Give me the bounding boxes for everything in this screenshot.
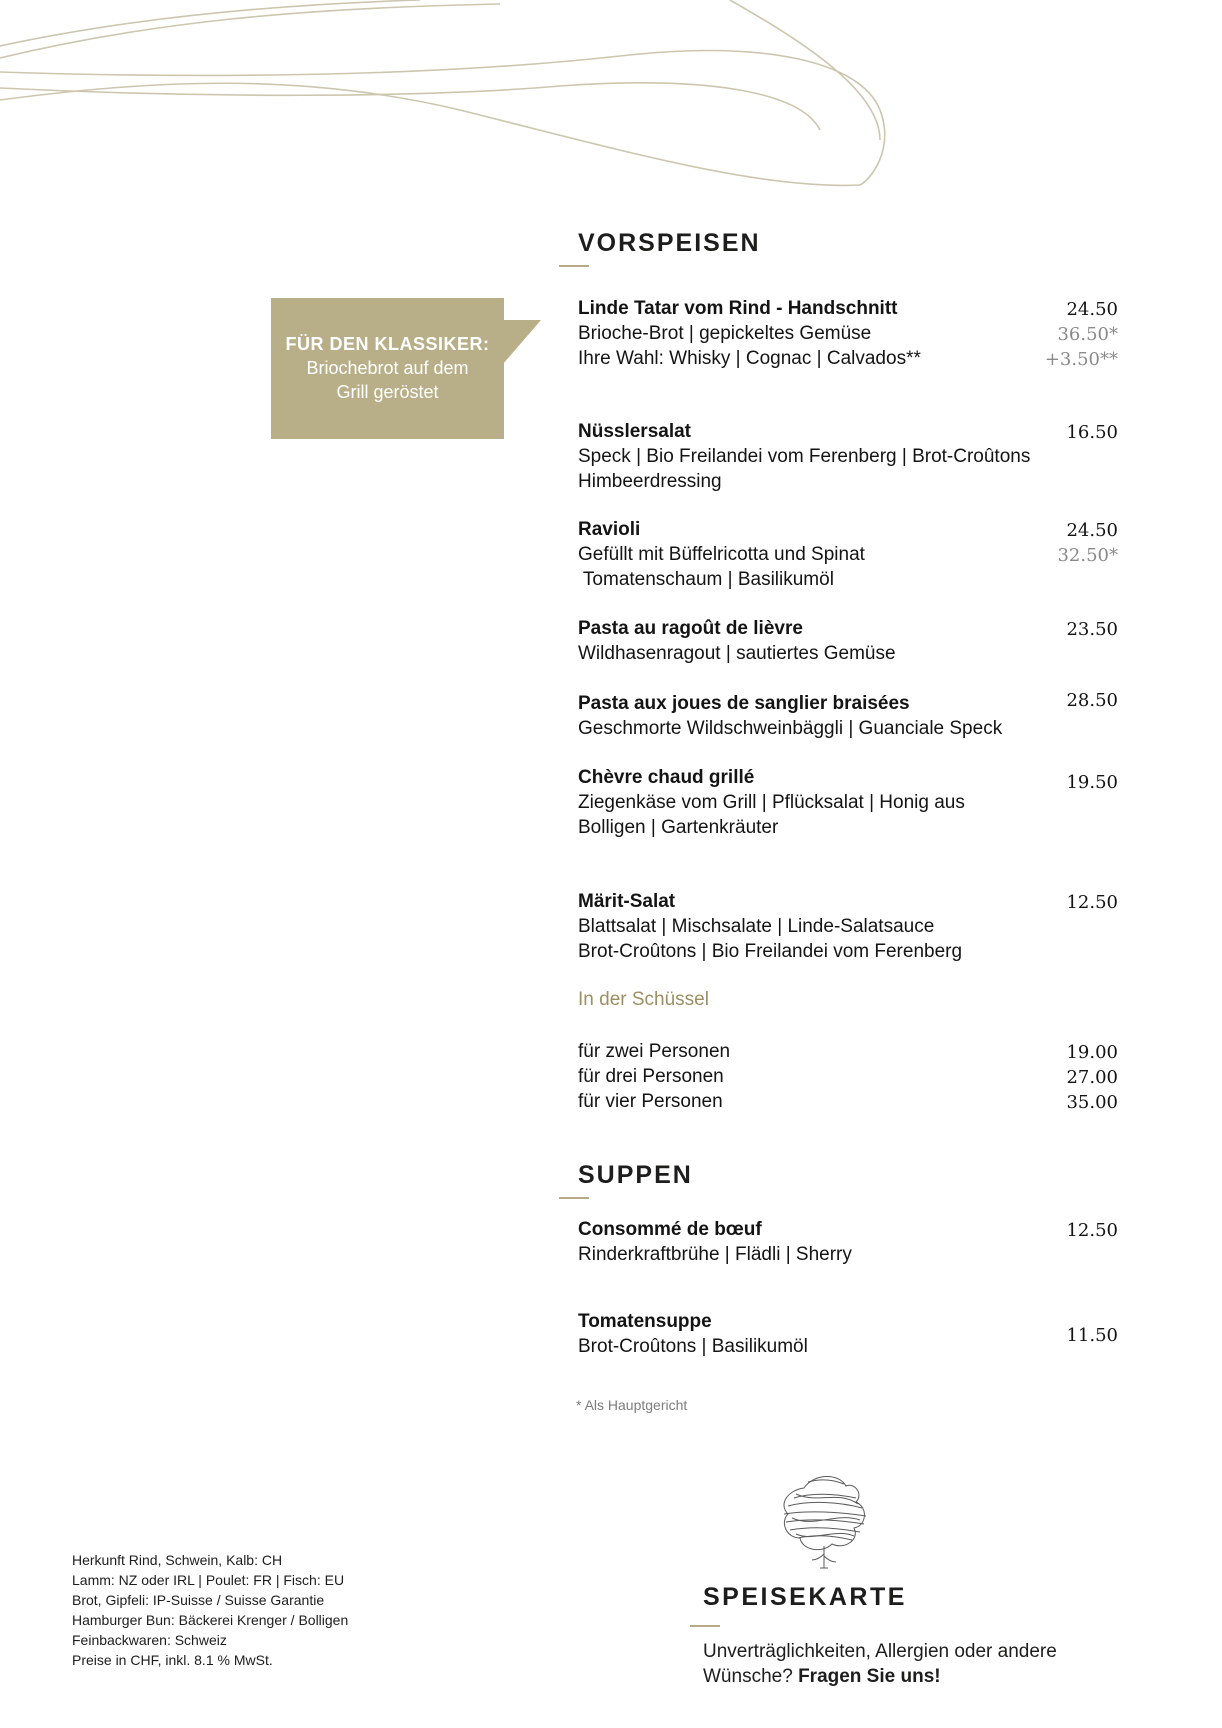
item-name: Pasta au ragoût de lièvre [578,618,803,639]
item-price-main: 36.50* [1057,324,1118,345]
item-description: Rinderkraftbrühe | Flädli | Sherry [578,1244,852,1265]
item-name: Chèvre chaud grillé [578,767,755,788]
item-name: Linde Tatar vom Rind - Handschnitt [578,298,898,319]
origin-line: Lamm: NZ oder IRL | Poulet: FR | Fisch: EU [72,1572,345,1588]
classic-callout [271,298,504,439]
item-description: Gefüllt mit Büffelricotta und Spinat [578,544,865,565]
item-name: Pasta aux joues de sanglier braisées [578,693,910,714]
menu-item [578,419,1118,494]
allergy-note-question: Wünsche? [703,1666,793,1687]
brand-title: SPEISEKARTE [703,1583,907,1611]
item-price-main: 32.50* [1057,545,1118,566]
item-price: 24.50 [1066,299,1118,320]
item-price-surcharge: +3.50** [1044,349,1118,370]
bowl-size-label: für drei Personen [578,1066,724,1087]
item-description: Ziegenkäse vom Grill | Pflücksalat | Honig aus [578,792,965,813]
menu-item [578,765,1118,840]
bowl-size-price: 19.00 [1066,1042,1118,1063]
item-price: 12.50 [1066,1220,1118,1241]
decorative-curves [0,0,900,200]
origin-line: Herkunft Rind, Schwein, Kalb: CH [72,1552,283,1568]
bowl-size-label: für zwei Personen [578,1041,731,1062]
item-name: Nüsslersalat [578,421,692,442]
allergy-note-cta: Fragen Sie uns! [798,1666,941,1687]
item-description: Bolligen | Gartenkräuter [578,817,779,838]
allergy-note [703,1639,1057,1689]
origin-line: Preise in CHF, inkl. 8.1 % MwSt. [72,1652,273,1668]
callout-pointer [503,320,543,366]
callout-heading: FÜR DEN KLASSIKER: [285,334,490,354]
item-price: 19.50 [1066,772,1118,793]
item-name: Tomatensuppe [578,1311,712,1332]
item-description: Blattsalat | Mischsalate | Linde-Salatsauce [578,916,935,937]
menu-item [578,691,1118,741]
menu-item [578,517,1118,592]
item-price: 28.50 [1066,690,1118,711]
section-rule [559,1197,589,1199]
bowl-size-list [578,1039,1118,1114]
allergy-note-line [703,1664,1057,1689]
callout-line: Briochebrot auf dem [306,358,469,378]
menu-item [578,616,1118,666]
brand-rule [690,1625,720,1627]
item-description: Tomatenschaum | Basilikumöl [578,569,834,590]
item-price: 12.50 [1066,892,1118,913]
item-description: Wildhasenragout | sautiertes Gemüse [578,643,896,664]
menu-item [578,889,1118,964]
origin-line: Brot, Gipfeli: IP-Suisse / Suisse Garantie [72,1592,325,1608]
item-description: Himbeerdressing [578,471,722,492]
menu-item [578,296,1118,371]
item-description: Geschmorte Wildschweinbäggli | Guanciale Speck [578,718,1003,739]
bowl-size-price: 27.00 [1066,1067,1118,1088]
item-description: Brioche-Brot | gepickeltes Gemüse [578,323,872,344]
item-name: Ravioli [578,519,641,540]
callout-line: Grill geröstet [336,382,439,402]
bowl-subheading: In der Schüssel [578,989,709,1010]
menu-item [578,1309,1118,1359]
item-name: Märit-Salat [578,891,676,912]
origin-info [72,1550,348,1670]
item-price: 16.50 [1066,422,1118,443]
bowl-size-price: 35.00 [1066,1092,1118,1113]
menu-item [578,1217,1118,1267]
item-price: 23.50 [1066,619,1118,640]
item-description: Brot-Croûtons | Bio Freilandei vom Ferenberg [578,941,963,962]
bowl-size-label: für vier Personen [578,1091,723,1112]
tree-scribble-icon [774,1468,874,1572]
item-price: 24.50 [1066,520,1118,541]
origin-line: Feinbackwaren: Schweiz [72,1632,227,1648]
footnote-main-course: * Als Hauptgericht [576,1397,688,1413]
section-rule [559,265,589,267]
allergy-note-line: Unverträglichkeiten, Allergien oder andere [703,1641,1057,1662]
item-description: Brot-Croûtons | Basilikumöl [578,1336,808,1357]
origin-line: Hamburger Bun: Bäckerei Krenger / Bolligen [72,1612,349,1628]
item-price: 11.50 [1066,1325,1118,1346]
section-title-suppen: SUPPEN [578,1161,693,1189]
item-description: Ihre Wahl: Whisky | Cognac | Calvados** [578,348,921,369]
item-description: Speck | Bio Freilandei vom Ferenberg | Brot-Croûtons [578,446,1031,467]
item-name: Consommé de bœuf [578,1219,762,1240]
section-title-vorspeisen: VORSPEISEN [578,229,761,257]
